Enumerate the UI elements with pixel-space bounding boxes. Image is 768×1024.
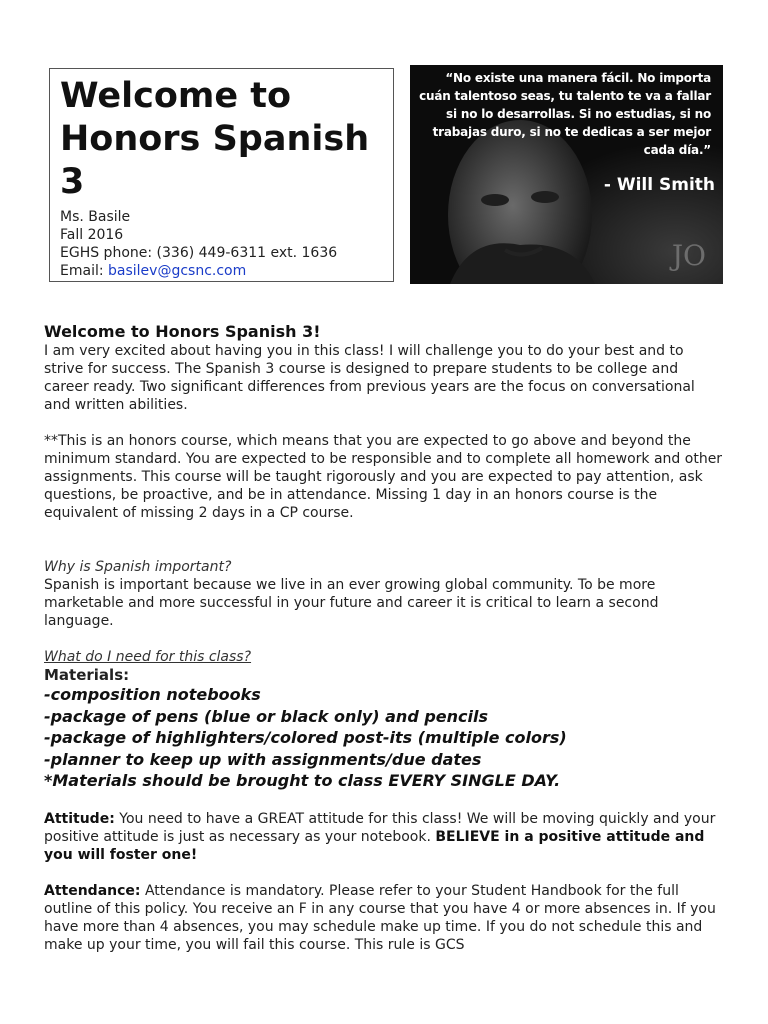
quote-image [410, 65, 723, 284]
attitude-paragraph [44, 810, 724, 864]
quote-author: - Will Smith [603, 175, 715, 195]
why-question: Why is Spanish important? [44, 559, 232, 575]
email-label: Email: [60, 263, 104, 279]
honors-paragraph: **This is an honors course, which means that you are expected to go above and beyond the minimum standard. You are expected to be responsible and to complete all homework and other assignments. This course will be taught rigorously and you are expected to pay attention, ask questions, be proactive, and be in attendance. Missing 1 day in an honors course is the equivalent of missing 2 days in a CP course. [44, 433, 723, 521]
why-answer: Spanish is important because we live in an ever growing global community. To be more marketable and more successful in your future and career it is critical to learn a second language. [44, 577, 659, 629]
title-box [49, 68, 394, 282]
email-link[interactable]: basilev@gcsnc.com [108, 263, 247, 279]
attitude-label: Attitude: [44, 810, 115, 827]
intro-heading: Welcome to Honors Spanish 3! [44, 322, 321, 341]
material-item: -package of highlighters/colored post-its (multiple colors) [44, 728, 567, 747]
watermark-logo: JO [671, 239, 706, 272]
material-item: -planner to keep up with assignments/due dates [44, 749, 482, 769]
teacher-name: Ms. Basile [60, 209, 131, 225]
material-item: -package of pens (blue or black only) and pencils [44, 706, 489, 726]
attendance-text: Attendance is mandatory. Please refer to your Student Handbook for the full outline of this policy. You receive an F in any course that you have 4 or more absences in. If you have more than 4 absences, you may schedule make up time. If you do not schedule this and make up your time, you will fail this course. This rule is GCS [44, 882, 716, 953]
material-item: *Materials should be brought to class EVERY SINGLE DAY. [44, 771, 561, 790]
attitude-emphasis: BELIEVE in a positive attitude and you will foster one! [44, 828, 705, 863]
page-title: Welcome to Honors Spanish 3 [60, 76, 370, 202]
attendance-paragraph [44, 882, 724, 954]
attendance-label: Attendance: [44, 882, 141, 899]
main-content [44, 322, 724, 954]
email-line [60, 262, 383, 280]
quote-text: “No existe una manera fácil. No importa cuán talentoso seas, tu talento te va a fallar si no lo desarrollas. Si no estudias, si no trabajas duro, si no te dedicas a ser mejor cada día.” [419, 71, 711, 157]
attitude-text: You need to have a GREAT attitude for this class! We will be moving quickly and your positive attitude is just as necessary as your notebook. [44, 810, 716, 845]
teacher-info [60, 208, 383, 280]
phone: EGHS phone: (336) 449-6311 ext. 1636 [60, 245, 338, 261]
term: Fall 2016 [60, 227, 124, 243]
intro-paragraph: I am very excited about having you in this class! I will challenge you to do your best and to strive for success. The Spanish 3 course is designed to prepare students to be college and career ready. Two significant differences from previous years are the focus on conversational and written abilities. [44, 343, 695, 413]
materials-question: What do I need for this class? [44, 649, 252, 665]
material-item: -composition notebooks [44, 685, 261, 704]
materials-heading: Materials: [44, 666, 130, 684]
